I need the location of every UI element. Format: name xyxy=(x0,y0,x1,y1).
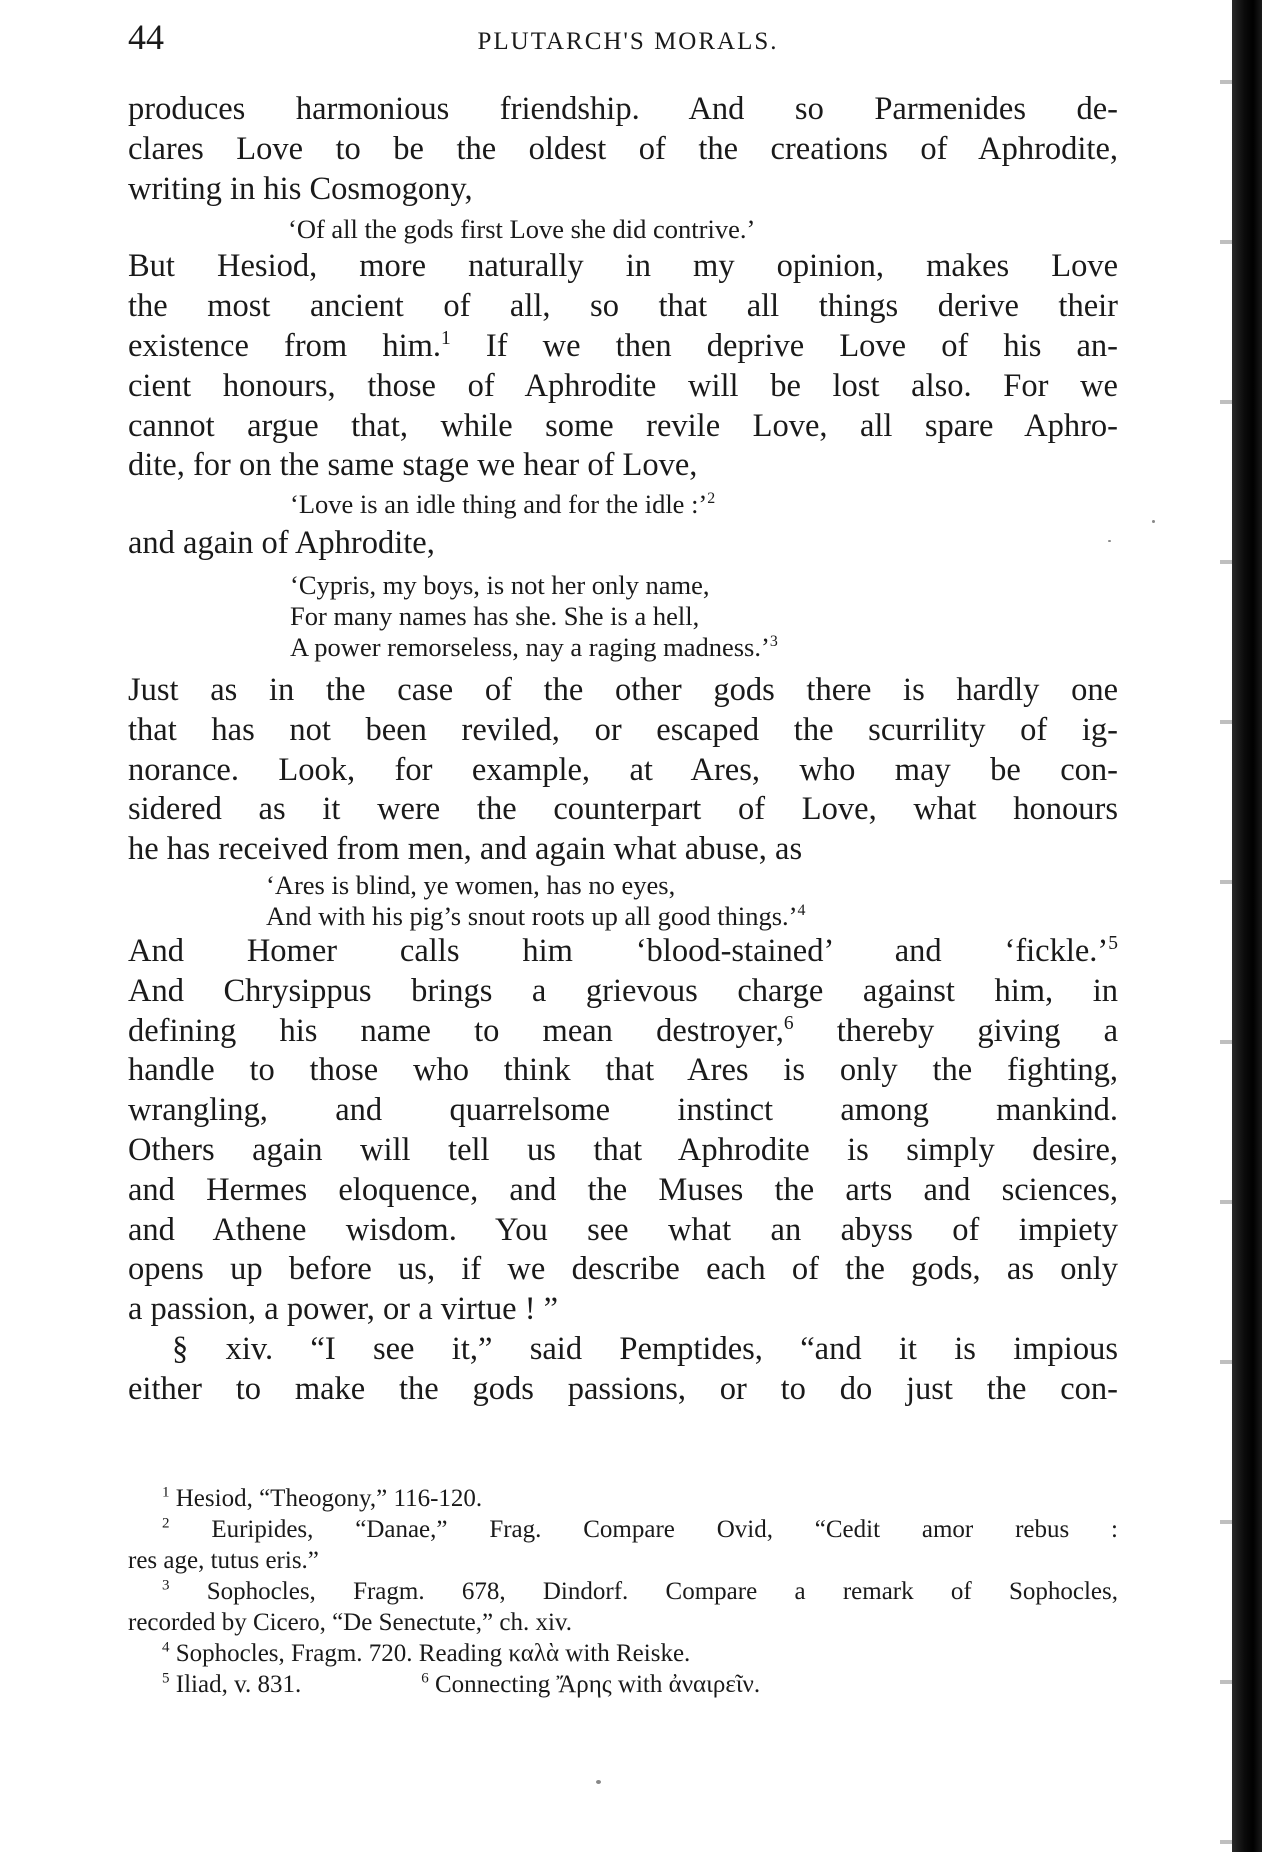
text-line: and again of Aphrodite, xyxy=(128,525,435,562)
footnote-ref: 6 xyxy=(783,1012,794,1034)
footnote-number: 1 xyxy=(162,1484,170,1501)
text-line: handle to those who think that Ares is only the fighting, xyxy=(128,1052,1118,1089)
text-line: dite, for on the same stage we hear of Love, xyxy=(128,447,698,484)
footnote xyxy=(128,1576,1118,1607)
text-line xyxy=(128,327,1118,367)
text-line: § xiv. “I see it,” said Pemptides, “and it is impious xyxy=(172,1330,1118,1367)
running-head xyxy=(128,12,1118,72)
text-line: writing in his Cosmogony, xyxy=(128,170,473,207)
verse-quote xyxy=(128,570,1118,663)
verse-line xyxy=(290,632,1118,663)
book-spine xyxy=(1232,0,1262,1852)
footnote-text: Connecting Ἄρης with ἀναιρεῖν. xyxy=(428,1671,761,1698)
verse-line xyxy=(290,488,1118,520)
paper-speck xyxy=(1108,540,1111,542)
text-span: A power remorseless, nay a raging madness.’ xyxy=(290,631,770,662)
verse-quote xyxy=(128,488,1118,520)
verse-line: ‘Cypris, my boys, is not her only name, xyxy=(290,569,710,600)
verse-line: ‘Of all the gods first Love she did contrive.’ xyxy=(288,214,756,245)
footnote-continuation: res age, tutus eris.” xyxy=(128,1547,319,1574)
footnote xyxy=(421,1669,760,1700)
verse-line: For many names has she. She is a hell, xyxy=(290,600,700,631)
footnote-text: Euripides, “Danae,” Frag. Compare Ovid, “Cedit amor rebus : xyxy=(169,1516,1118,1543)
footnote-ref: 2 xyxy=(707,490,716,508)
footnote-number: 6 xyxy=(421,1670,429,1687)
text-line: the most ancient of all, so that all things derive their xyxy=(128,288,1118,325)
text-line: that has not been reviled, or escaped the scurrility of ig- xyxy=(128,711,1118,748)
paper-speck xyxy=(1152,520,1155,523)
footnote-ref: 3 xyxy=(769,633,778,651)
footnote-text: Sophocles, Fragm. 678, Dindorf. Compare a remark of Sophocles, xyxy=(169,1578,1118,1605)
text-span: existence from him. xyxy=(128,327,442,364)
text-span: defining his name to mean destroyer, xyxy=(128,1012,784,1049)
footnote xyxy=(128,1483,1118,1514)
footnote-ref: 5 xyxy=(1108,933,1118,955)
text-span: thereby giving a xyxy=(793,1012,1118,1049)
page-number: 44 xyxy=(128,17,164,57)
text-line: Just as in the case of the other gods there is hardly one xyxy=(128,671,1118,708)
footnote-text: Hesiod, “Theogony,” 116-120. xyxy=(169,1485,483,1512)
text-line: cient honours, those of Aphrodite will be lost also. For we xyxy=(128,367,1118,404)
text-line: norance. Look, for example, at Ares, who may be con- xyxy=(128,751,1118,788)
text-span: If we then deprive Love of his an- xyxy=(450,327,1118,364)
body-text xyxy=(128,90,1118,1410)
running-title: PLUTARCH'S MORALS. xyxy=(477,28,779,55)
footnote xyxy=(128,1638,1118,1669)
footnote-ref: 4 xyxy=(797,902,806,920)
footnote-ref: 1 xyxy=(441,328,451,350)
verse-line xyxy=(266,901,1118,932)
text-line: But Hesiod, more naturally in my opinion, makes Love xyxy=(128,248,1118,285)
text-line: Others again will tell us that Aphrodite is simply desire, xyxy=(128,1131,1118,1168)
text-line: And Chrysippus brings a grievous charge against him, in xyxy=(128,972,1118,1009)
footnote-continuation: recorded by Cicero, “De Senectute,” ch. xiv. xyxy=(128,1609,573,1636)
verse-quote xyxy=(128,213,1118,245)
text-line xyxy=(128,1012,1118,1052)
footnote xyxy=(162,1669,301,1700)
footnote-number: 5 xyxy=(162,1670,170,1687)
text-line xyxy=(128,932,1118,972)
verse-quote xyxy=(128,870,1118,932)
text-span: ‘Love is an idle thing and for the idle :’ xyxy=(290,489,708,520)
text-line: and Hermes eloquence, and the Muses the arts and sciences, xyxy=(128,1171,1118,1208)
footnote-number: 4 xyxy=(162,1639,170,1656)
text-line: opens up before us, if we describe each of the gods, as only xyxy=(128,1251,1118,1288)
text-line: clares Love to be the oldest of the creations of Aphrodite, xyxy=(128,130,1118,167)
footnote-text: Sophocles, Fragm. 720. Reading καλὰ with Reiske. xyxy=(169,1640,691,1667)
text-line: either to make the gods passions, or to do just the con- xyxy=(128,1370,1118,1407)
footnote-number: 2 xyxy=(162,1515,170,1532)
text-line: sidered as it were the counterpart of Love, what honours xyxy=(128,791,1118,828)
verse-line: ‘Ares is blind, ye women, has no eyes, xyxy=(266,869,676,900)
text-line: a passion, a power, or a virtue ! ” xyxy=(128,1291,559,1328)
text-line: he has received from men, and again what abuse, as xyxy=(128,831,803,868)
text-line: cannot argue that, while some revile Love, all spare Aphro- xyxy=(128,407,1118,444)
text-span: And Homer calls him ‘blood-stained’ and ‘fickle.’ xyxy=(128,932,1109,969)
footnote-text: Iliad, v. 831. xyxy=(169,1671,302,1698)
paper-speck xyxy=(596,1780,601,1784)
text-line: and Athene wisdom. You see what an abyss of impiety xyxy=(128,1211,1118,1248)
footnote-number: 3 xyxy=(162,1577,170,1594)
footnote xyxy=(128,1514,1118,1545)
text-line: wrangling, and quarrelsome instinct among mankind. xyxy=(128,1092,1118,1129)
text-span: And with his pig’s snout roots up all good things.’ xyxy=(266,900,798,931)
footnote-row xyxy=(128,1669,1118,1700)
footnotes xyxy=(128,1483,1118,1700)
text-line: produces harmonious friendship. And so Parmenides de- xyxy=(128,91,1118,127)
